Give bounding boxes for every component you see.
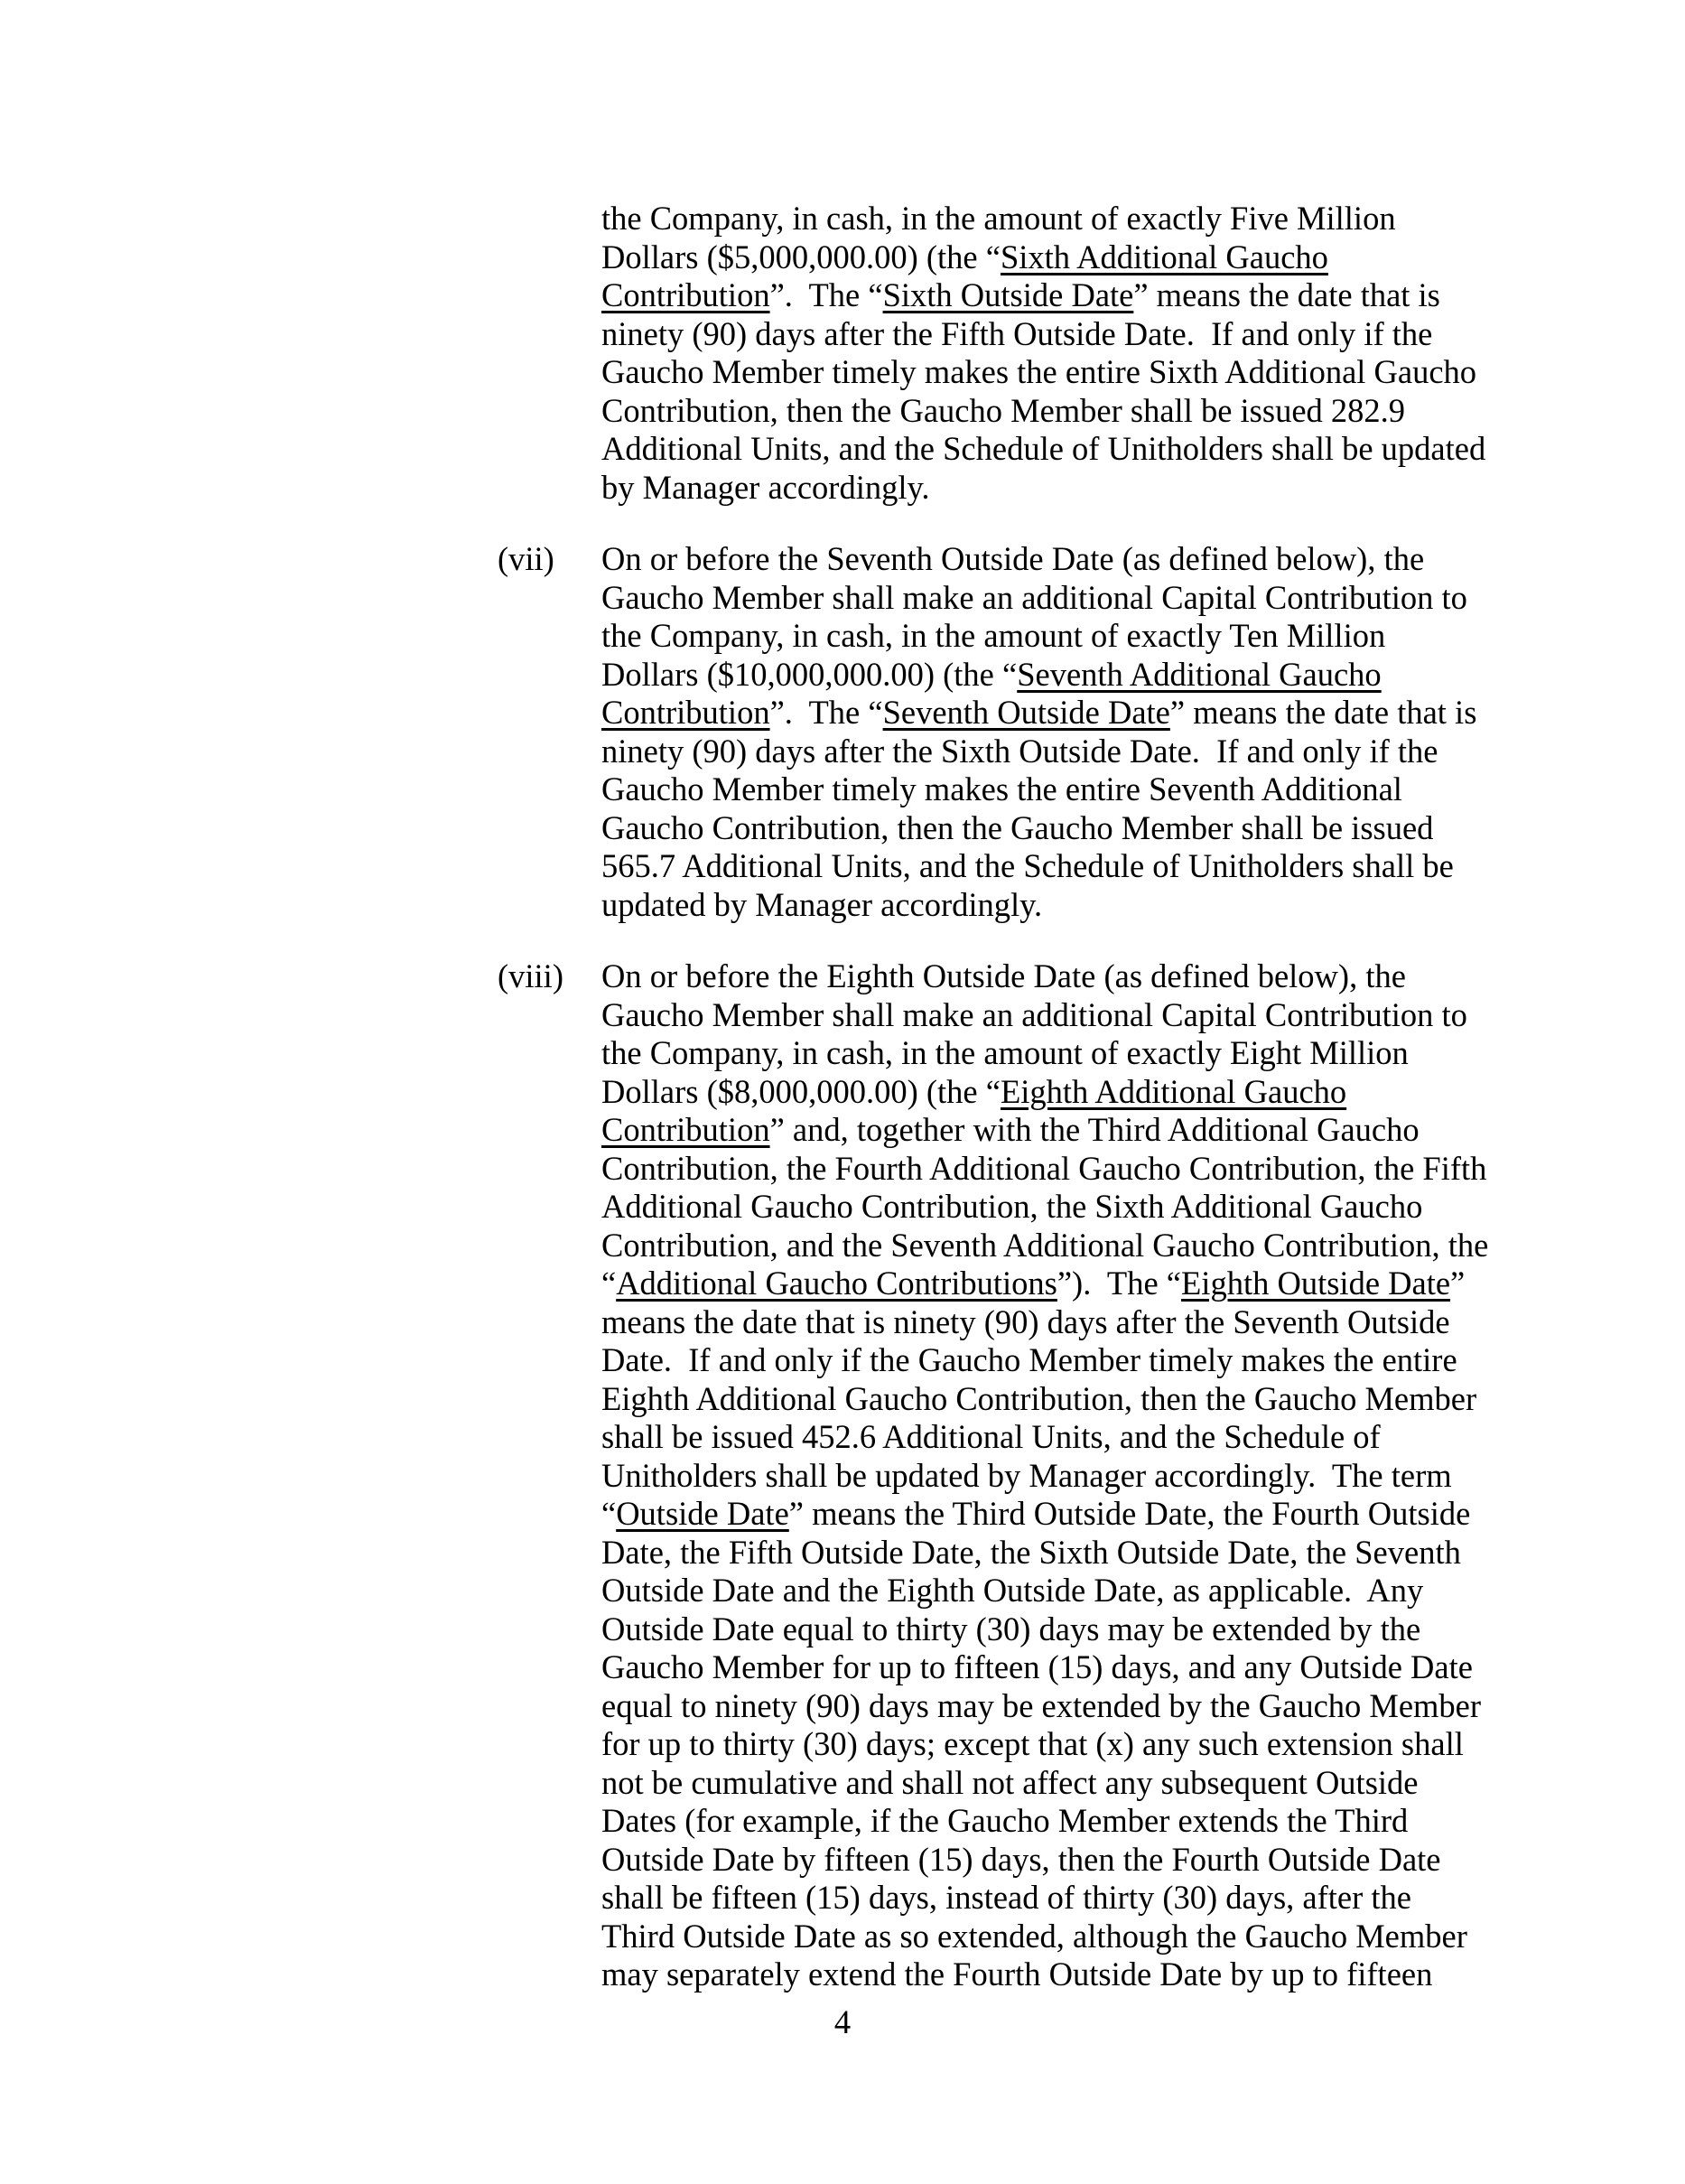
text-line [601, 353, 1541, 392]
text-line [601, 1111, 1541, 1150]
defined-term: Contribution [601, 694, 770, 731]
text-segment: On or before the Seventh Outside Date (as defined below), the [601, 540, 1425, 577]
defined-term: Seventh Additional Gaucho [1017, 655, 1382, 693]
defined-term: Eighth Additional Gaucho [1000, 1072, 1347, 1110]
text-segment: Date, the Fifth Outside Date, the Sixth Outside Date, the Seventh [601, 1533, 1461, 1571]
text-segment: Outside Date and the Eighth Outside Date, as applicable. Any [601, 1572, 1424, 1609]
text-line [601, 1534, 1541, 1573]
text-segment: equal to ninety (90) days may be extended by the Gaucho Member [601, 1686, 1482, 1724]
defined-term: Contribution [601, 276, 770, 313]
text-line [601, 886, 1541, 925]
text-segment: Unitholders shall be updated by Manager accordingly. The term [601, 1456, 1452, 1494]
text-segment: updated by Manager accordingly. [601, 885, 1043, 923]
text-line [601, 1764, 1541, 1803]
text-segment: “ [601, 1265, 617, 1302]
text-segment: not be cumulative and shall not affect any subsequent Outside [601, 1763, 1419, 1801]
text-line [601, 1265, 1541, 1303]
text-line [601, 1725, 1541, 1764]
text-line [601, 1341, 1541, 1380]
text-segment: the Company, in cash, in the amount of exactly Ten Million [601, 617, 1386, 654]
text-line [601, 1227, 1541, 1265]
text-line [601, 809, 1541, 848]
text-line [601, 276, 1541, 315]
text-segment: Outside Date by fifteen (15) days, then the Fourth Outside Date [601, 1840, 1441, 1878]
text-line [601, 1150, 1541, 1189]
text-line [601, 1687, 1541, 1726]
text-segment: Contribution, the Fourth Additional Gaucho Contribution, the Fifth [601, 1149, 1487, 1187]
text-segment: Gaucho Member timely makes the entire Sixth Additional Gaucho [601, 353, 1477, 390]
text-line [601, 579, 1541, 618]
text-segment: by Manager accordingly. [601, 468, 930, 506]
text-line [601, 1303, 1541, 1342]
text-segment: means the date that is ninety (90) days after the Seventh Outside [601, 1302, 1450, 1340]
text-line [601, 1380, 1541, 1419]
text-line [601, 469, 1541, 508]
document-text-block [498, 200, 1541, 2028]
text-line [601, 1610, 1541, 1649]
text-segment: Contribution, and the Seventh Additional Gaucho Contribution, the [601, 1226, 1489, 1264]
text-segment: the Company, in cash, in the amount of exactly Eight Million [601, 1034, 1409, 1071]
text-segment: shall be fifteen (15) days, instead of thirty (30) days, after the [601, 1879, 1411, 1916]
text-segment: Contribution, then the Gaucho Member shall be issued 282.9 [601, 391, 1406, 429]
text-line [601, 392, 1541, 431]
text-segment: ” means the date that is [1169, 694, 1477, 731]
text-line [601, 957, 1541, 996]
defined-term: Contribution [601, 1111, 770, 1148]
text-line [601, 847, 1541, 886]
defined-term: Outside Date [616, 1495, 789, 1532]
text-line [601, 733, 1541, 771]
text-segment: ”. The “ [769, 276, 883, 313]
text-segment: may separately extend the Fourth Outside Date by up to fifteen [601, 1955, 1433, 1993]
text-segment: ” means the Third Outside Date, the Fourth Outside [788, 1495, 1471, 1532]
text-line [601, 1955, 1541, 1994]
paragraph [498, 540, 1541, 924]
text-line [601, 1188, 1541, 1227]
text-segment: “ [601, 1495, 617, 1532]
text-segment: ”). The “ [1057, 1265, 1182, 1302]
text-segment: ”. The “ [769, 694, 883, 731]
defined-term: Eighth Outside Date [1181, 1265, 1451, 1302]
defined-term: Sixth Additional Gaucho [1000, 238, 1328, 275]
text-segment: ” means the date that is [1133, 276, 1440, 313]
text-segment: ” [1450, 1265, 1466, 1302]
text-line [601, 1572, 1541, 1610]
text-line [601, 1418, 1541, 1457]
text-segment: Dollars ($8,000,000.00) (the “ [601, 1072, 1001, 1110]
text-segment: Additional Gaucho Contribution, the Sixth Additional Gaucho [601, 1188, 1423, 1225]
page-number: 4 [833, 2003, 852, 2040]
text-segment: Gaucho Member shall make an additional Capital Contribution to [601, 995, 1467, 1033]
text-line [601, 617, 1541, 656]
text-line [601, 770, 1541, 809]
text-line [601, 996, 1541, 1035]
text-segment: Third Outside Date as so extended, although the Gaucho Member [601, 1917, 1467, 1955]
text-line [601, 315, 1541, 354]
text-segment: Dollars ($10,000,000.00) (the “ [601, 655, 1018, 693]
text-segment: Gaucho Member for up to fifteen (15) days, and any Outside Date [601, 1648, 1473, 1685]
text-segment: the Company, in cash, in the amount of exactly Five Million [601, 200, 1396, 237]
text-segment: ninety (90) days after the Sixth Outside Date. If and only if the [601, 732, 1438, 770]
text-line [601, 1648, 1541, 1687]
text-segment: On or before the Eighth Outside Date (as defined below), the [601, 957, 1406, 994]
text-line [601, 200, 1541, 238]
text-segment: for up to thirty (30) days; except that (x) any such extension shall [601, 1725, 1464, 1762]
defined-term: Seventh Outside Date [882, 694, 1170, 731]
text-segment: Gaucho Member shall make an additional Capital Contribution to [601, 578, 1467, 616]
text-segment: shall be issued 452.6 Additional Units, and the Schedule of [601, 1418, 1381, 1455]
text-line [601, 1495, 1541, 1534]
defined-term: Sixth Outside Date [882, 276, 1134, 313]
text-segment: Dates (for example, if the Gaucho Member extends the Third [601, 1802, 1409, 1839]
text-segment: Gaucho Contribution, then the Gaucho Member shall be issued [601, 808, 1434, 846]
text-segment: Outside Date equal to thirty (30) days may be extended by the [601, 1610, 1421, 1647]
text-line [601, 1034, 1541, 1073]
text-segment: Dollars ($5,000,000.00) (the “ [601, 238, 1001, 275]
list-item-marker: (vii) [498, 540, 554, 577]
list-item-marker: (viii) [498, 957, 563, 994]
text-segment: Eighth Additional Gaucho Contribution, then the Gaucho Member [601, 1379, 1477, 1417]
text-segment: Date. If and only if the Gaucho Member timely makes the entire [601, 1341, 1457, 1378]
text-segment: Gaucho Member timely makes the entire Seventh Additional [601, 770, 1402, 807]
text-line [601, 430, 1541, 469]
text-line [601, 1073, 1541, 1112]
text-line [601, 1841, 1541, 1880]
text-line [601, 1802, 1541, 1841]
text-line [601, 540, 1541, 579]
text-segment: ” and, together with the Third Additional Gaucho [769, 1111, 1420, 1148]
defined-term: Additional Gaucho Contributions [616, 1265, 1057, 1302]
text-line [601, 1879, 1541, 1918]
text-segment: Additional Units, and the Schedule of Unitholders shall be updated [601, 430, 1486, 467]
text-line [601, 238, 1541, 277]
paragraph [498, 957, 1541, 1994]
text-line [601, 1457, 1541, 1496]
text-line [601, 656, 1541, 695]
text-line [601, 1918, 1541, 1956]
text-line [601, 694, 1541, 733]
text-segment: ninety (90) days after the Fifth Outside Date. If and only if the [601, 314, 1433, 352]
text-segment: 565.7 Additional Units, and the Schedule of Unitholders shall be [601, 847, 1454, 884]
paragraph [601, 200, 1541, 507]
